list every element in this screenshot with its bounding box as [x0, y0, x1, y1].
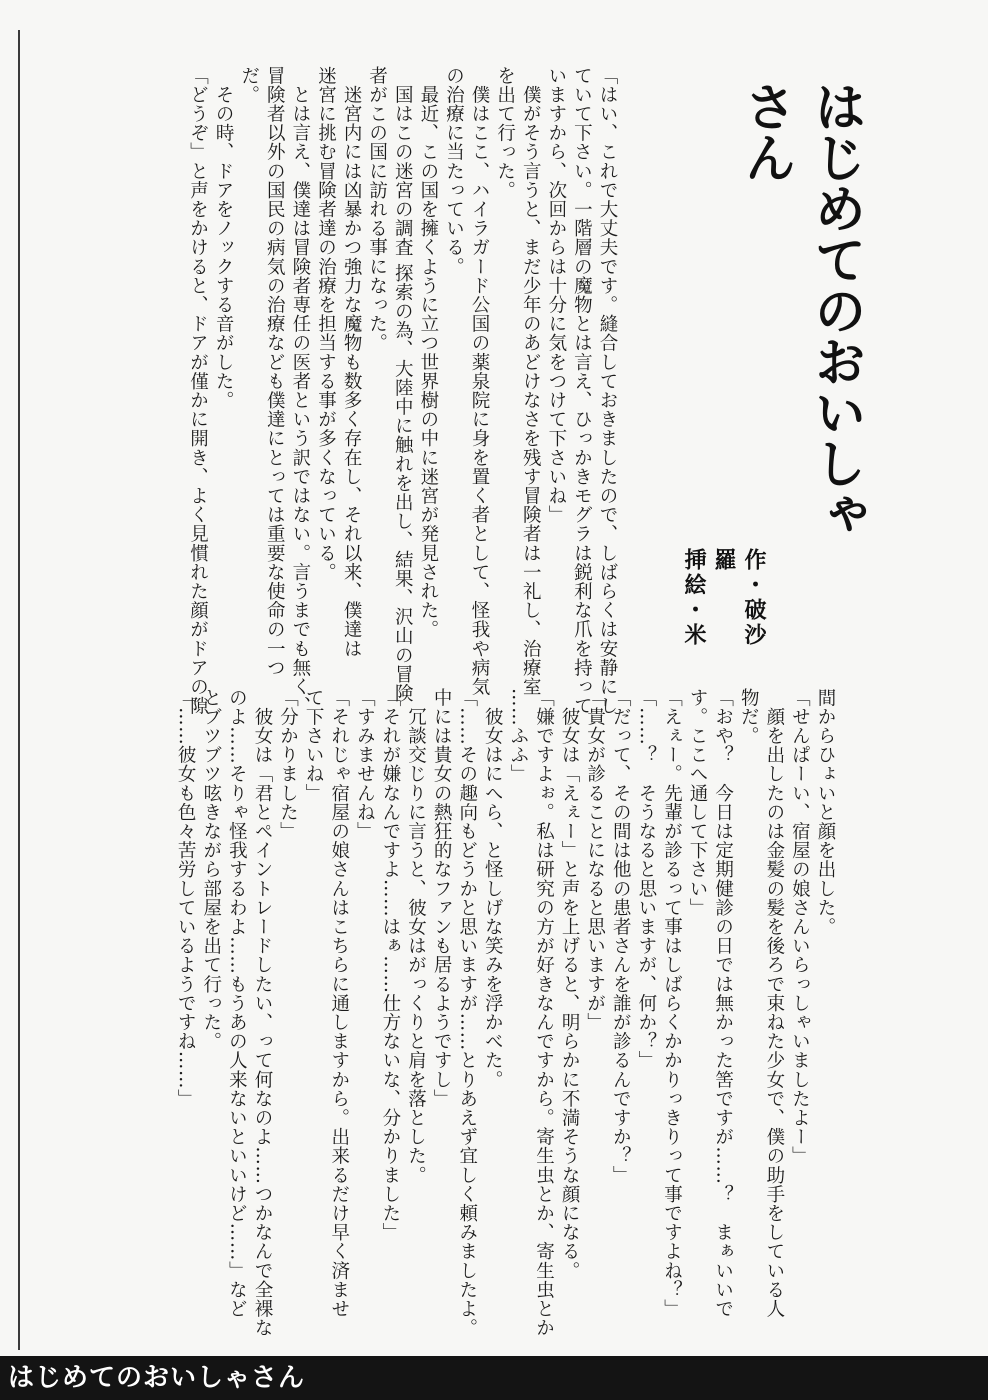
text-line: 「せんぱーい、宿屋の娘さんいらっしゃいましたよー」 — [789, 688, 811, 1166]
text-line: を出て行った。 — [494, 66, 516, 200]
text-line: だ。 — [238, 66, 260, 105]
text-line: 冗談交じりに言うと、彼女はがっくりと肩を落とした。 — [405, 688, 427, 1185]
text-line: のよ……そりゃ怪我するわよ……もうあの人来ないといいけど……」など — [226, 688, 248, 1319]
text-line: 「貴女が診ることになると思いますが」 — [584, 688, 606, 1032]
text-line: て下さいね」 — [303, 688, 325, 803]
text-line: 「はい、これで大丈夫です。縫合しておきましたので、しばらくは安静にし — [597, 66, 618, 716]
text-line: 顔を出したのは金髪の髪を後ろで束ねた少女で、僕の助手をしている人 — [763, 688, 785, 1319]
text-line: 迷宮内には凶暴かつ強力な魔物も数多く存在し、それ以来、僕達は — [341, 66, 363, 659]
text-line: の治療に当たっている。 — [443, 66, 465, 277]
text-line: 冒険者以外の国民の病気の治療なども僕達にとっては重要な使命の一つ — [264, 66, 286, 678]
text-line: 「それじゃ宿屋の娘さんはこちらに通しますから。出来るだけ早く済ませ — [328, 688, 350, 1319]
upper-text-block — [160, 66, 620, 716]
text-line: 彼女は「えぇー」と声を上げると、明らかに不満そうな顔になる。 — [559, 688, 581, 1281]
text-line: その時、ドアをノックする音がした。 — [213, 66, 235, 410]
text-line: とブツブツ呟きながら部屋を出て行った。 — [200, 688, 222, 1051]
text-line: 「すみませんね」 — [354, 688, 376, 841]
text-line: 「それが嫌なんですよ……はぁ……仕方ないな、分かりました」 — [379, 688, 401, 1242]
text-line: いますから、次回からは十分に気をつけて下さいね」 — [545, 66, 567, 525]
text-line: 「……？ そうなると思いますが、何か？」 — [635, 688, 657, 1070]
text-line: 中には貴女の熱狂的なファンも居るようですし」 — [431, 688, 453, 1109]
credits — [681, 548, 768, 668]
text-line: 僕がそう言うと、まだ少年のあどけなさを残す冒険者は一礼し、治療室 — [520, 66, 542, 697]
text-line: 国はこの迷宮の調査 探索の為、大陸中に触れを出し、結果、沢山の冒険 — [392, 66, 414, 703]
page-edge-line — [18, 30, 20, 1350]
text-line: 迷宮に挑む冒険者達の治療を担当する事が多くなっている。 — [315, 66, 337, 582]
text-line: す。ここへ通して下さい」 — [687, 688, 709, 918]
text-line: 間からひょいと顔を出した。 — [815, 688, 836, 937]
lower-text-block — [138, 688, 838, 1338]
text-line: 「……その趣向もどうかと思いますが……とりあえず宜しく頼みましたよ。 — [456, 688, 478, 1338]
text-line: 「おや？ 今日は定期健診の日では無かった筈ですが……？ まぁいいで — [712, 688, 734, 1319]
text-line: 彼女は「君とペイントレードしたい、って何なのよ……つかなんで全裸な — [251, 688, 273, 1338]
author-credit: 作・破沙羅 — [711, 548, 766, 648]
text-line: 「だって、その間は他の患者さんを誰が診るんですか？」 — [610, 688, 632, 1185]
illustration-credit: 挿絵・米 — [681, 548, 706, 648]
text-line: とは言え、僕達は冒険者専任の医者という訳ではない。言うまでも無く、 — [289, 66, 311, 716]
text-line: 僕はここ、ハイラガード公国の薬泉院に身を置く者として、怪我や病気 — [469, 66, 491, 697]
text-line: 「……彼女も色々苦労しているようですね……」 — [175, 688, 197, 1109]
text-line: 物だ。 — [738, 688, 760, 746]
footer-title: はじめてのおいしゃさん — [8, 1363, 306, 1393]
text-line: 「どうぞ」と声をかけると、ドアが僅かに開き、よく見慣れた顔がドアの隙 — [187, 66, 209, 716]
text-line: ていて下さい。一階層の魔物とは言え、ひっかきモグラは鋭利な爪を持って — [571, 66, 593, 716]
story-title: はじめてのおいしゃさん — [735, 80, 865, 539]
text-line: 彼女はにへら、と怪しげな笑みを浮かべた。 — [482, 688, 504, 1090]
text-line: ……ふふ」 — [507, 688, 529, 784]
footer-bar — [0, 1356, 988, 1400]
text-line: 「分かりました」 — [277, 688, 299, 841]
text-line: 「嫌ですよぉ。私は研究の方が好きなんですから。寄生虫とか、寄生虫とか — [533, 688, 555, 1338]
text-line: 「えぇー。先輩が診るって事はしばらくかかりっきりって事ですよね？」 — [661, 688, 683, 1319]
text-line: 者がこの国に訪れる事になった。 — [366, 66, 388, 353]
text-line: 最近、この国を擁くように立つ世界樹の中に迷宮が発見された。 — [417, 66, 439, 639]
